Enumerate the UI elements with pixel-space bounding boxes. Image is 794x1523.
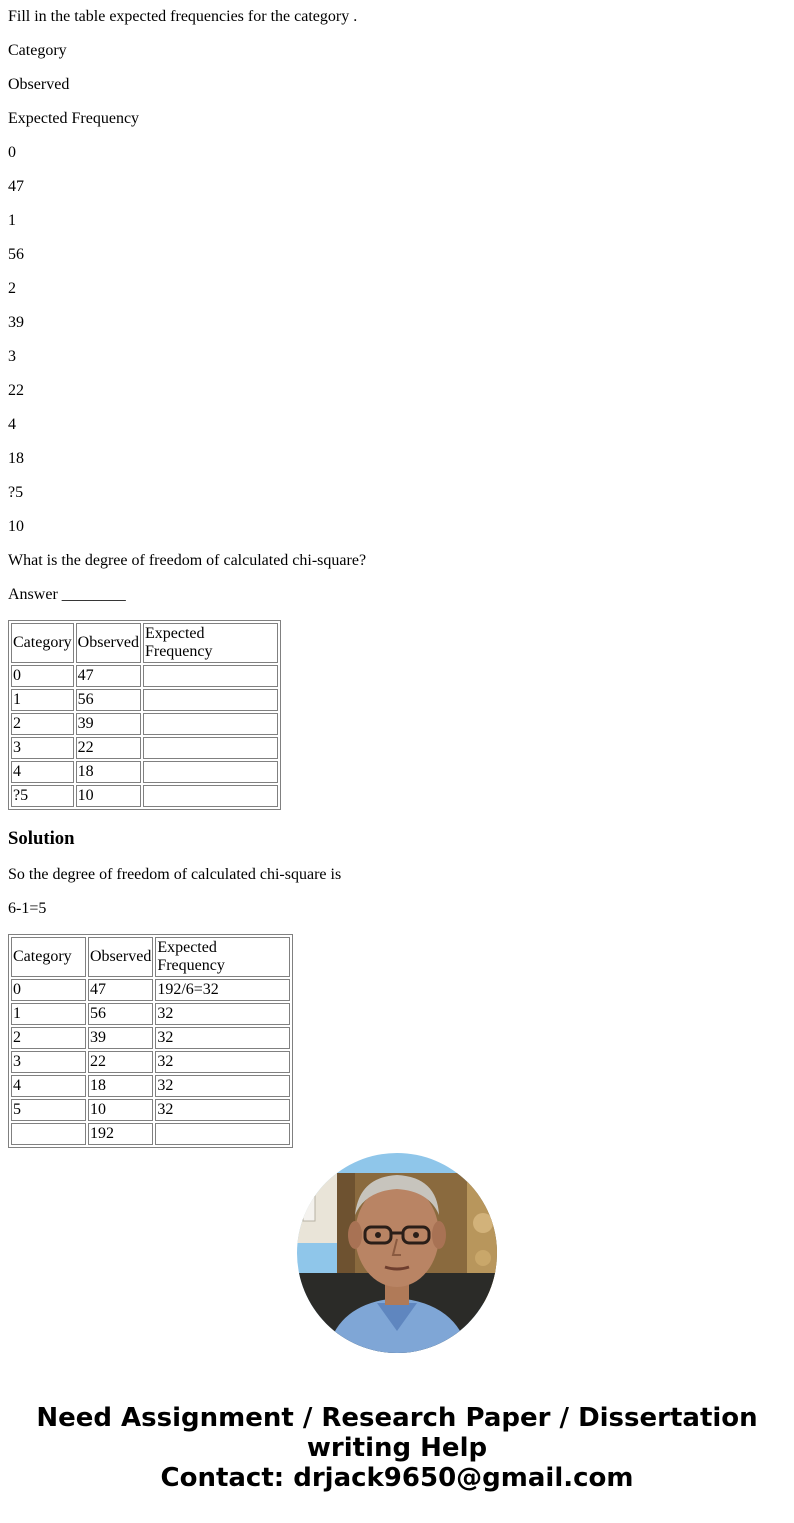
header-cell: Expected Frequency — [155, 937, 290, 977]
solution-heading: Solution — [8, 828, 75, 849]
table-row — [11, 1027, 290, 1049]
promo-line-1: Need Assignment / Research Paper / Dissertation — [36, 1403, 758, 1433]
expected-cell-empty — [143, 689, 278, 711]
expected-cell: 192/6=32 — [155, 979, 290, 1001]
category-cell: 2 — [11, 713, 74, 735]
observed-cell: 56 — [88, 1003, 153, 1025]
table-header-row — [11, 623, 278, 663]
flat-category: 0 — [8, 144, 16, 161]
table-row — [11, 713, 278, 735]
flat-observed: 10 — [8, 518, 24, 535]
flat-category: 4 — [8, 416, 16, 433]
category-cell: ?5 — [11, 785, 74, 807]
expected-cell: 32 — [155, 1003, 290, 1025]
flat-category: 2 — [8, 280, 16, 297]
author-portrait-image — [297, 1153, 497, 1353]
table-header-row — [11, 937, 290, 977]
expected-cell-empty — [143, 737, 278, 759]
observed-cell: 39 — [76, 713, 141, 735]
promo-line-2: writing Help — [306, 1433, 488, 1463]
observed-cell: 47 — [76, 665, 141, 687]
expected-cell-empty — [143, 665, 278, 687]
flat-header-expected: Expected Frequency — [8, 110, 140, 127]
flat-category: 3 — [8, 348, 16, 365]
solution-formula: 6-1=5 — [8, 900, 47, 917]
table-row — [11, 1099, 290, 1121]
observed-cell: 22 — [88, 1051, 153, 1073]
question-intro: Fill in the table expected frequencies for the category . — [8, 8, 358, 25]
header-cell: Observed — [88, 937, 153, 977]
expected-cell-empty — [143, 713, 278, 735]
table-row — [11, 785, 278, 807]
observed-cell: 18 — [76, 761, 141, 783]
flat-category: 1 — [8, 212, 16, 229]
flattened-table-text — [8, 42, 786, 536]
category-cell: 5 — [11, 1099, 86, 1121]
category-cell: 2 — [11, 1027, 86, 1049]
table-row — [11, 979, 290, 1001]
header-cell: Observed — [76, 623, 141, 663]
category-cell: 0 — [11, 979, 86, 1001]
observed-total-cell: 192 — [88, 1123, 153, 1145]
promo-banner — [0, 1403, 794, 1493]
table-row — [11, 737, 278, 759]
flat-observed: 39 — [8, 314, 24, 331]
flat-header-observed: Observed — [8, 76, 70, 93]
flat-observed: 18 — [8, 450, 24, 467]
flat-category: ?5 — [8, 484, 24, 501]
observed-cell: 10 — [88, 1099, 153, 1121]
expected-cell: 32 — [155, 1099, 290, 1121]
table-row — [11, 1003, 290, 1025]
header-cell: Category — [11, 623, 74, 663]
flat-observed: 47 — [8, 178, 24, 195]
category-cell: 3 — [11, 737, 74, 759]
observed-cell: 18 — [88, 1075, 153, 1097]
category-cell: 4 — [11, 1075, 86, 1097]
promo-contact: Contact: drjack9650@gmail.com — [160, 1463, 634, 1493]
table-row — [11, 1051, 290, 1073]
table-row — [11, 1075, 290, 1097]
expected-cell-empty — [143, 785, 278, 807]
question-prompt: What is the degree of freedom of calculated chi-square? — [8, 552, 367, 569]
observed-cell: 47 — [88, 979, 153, 1001]
total-row — [11, 1123, 290, 1145]
category-cell: 1 — [11, 1003, 86, 1025]
flat-observed: 22 — [8, 382, 24, 399]
category-cell: 1 — [11, 689, 74, 711]
question-table — [8, 620, 281, 810]
category-cell: 3 — [11, 1051, 86, 1073]
category-cell — [11, 1123, 86, 1145]
header-cell: Expected Frequency — [143, 623, 278, 663]
expected-cell: 32 — [155, 1051, 290, 1073]
flat-observed: 56 — [8, 246, 24, 263]
observed-cell: 10 — [76, 785, 141, 807]
observed-cell: 39 — [88, 1027, 153, 1049]
table-row — [11, 665, 278, 687]
category-cell: 4 — [11, 761, 74, 783]
solution-table — [8, 934, 293, 1148]
expected-cell: 32 — [155, 1075, 290, 1097]
expected-cell — [155, 1123, 290, 1145]
flat-header-category: Category — [8, 42, 67, 59]
observed-cell: 22 — [76, 737, 141, 759]
observed-cell: 56 — [76, 689, 141, 711]
table-row — [11, 761, 278, 783]
expected-cell-empty — [143, 761, 278, 783]
expected-cell: 32 — [155, 1027, 290, 1049]
author-photo — [297, 1153, 497, 1353]
answer-line: Answer ________ — [8, 586, 126, 603]
header-cell: Category — [11, 937, 86, 977]
table-row — [11, 689, 278, 711]
category-cell: 0 — [11, 665, 74, 687]
solution-text: So the degree of freedom of calculated chi-square is — [8, 866, 342, 883]
